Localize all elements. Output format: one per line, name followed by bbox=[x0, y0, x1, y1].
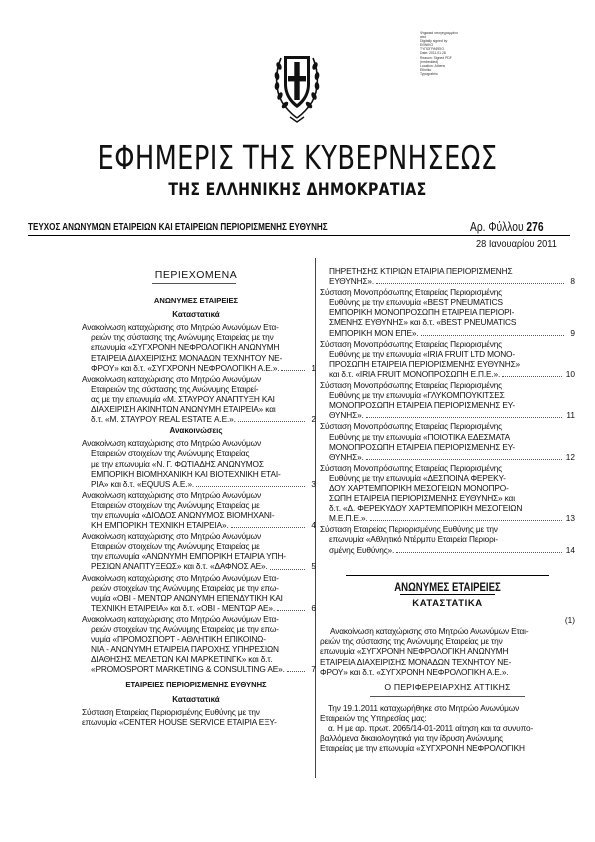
toc-entry-line bbox=[320, 524, 575, 534]
toc-leader-dots bbox=[376, 283, 564, 284]
notice-line bbox=[320, 636, 575, 646]
toc-entry-text: επωνυμία «ΣΥΓΧΡΟΝΗ ΝΕΦΡΟΛΟΓΙΚΗ ΑΝΩΝΥΜΗ bbox=[91, 342, 280, 353]
toc-entry-line bbox=[320, 503, 575, 513]
toc-entry-line bbox=[320, 380, 575, 390]
notice-line bbox=[320, 646, 575, 656]
toc-page-number: 12 bbox=[565, 451, 575, 462]
stamp-line: Date: 2011.01.28 bbox=[420, 51, 446, 56]
toc-entry-line bbox=[82, 634, 316, 644]
toc-entry-text: ρειών στοιχείων της Ανώνυμης Εταιρείας με την επω- bbox=[91, 624, 279, 634]
toc-entry-text: ΕΜΠΟΡΙΚΗ ΜΟΝ ΕΠΕ». bbox=[329, 327, 419, 338]
toc-entry-line bbox=[320, 369, 575, 379]
toc-entry-line bbox=[320, 483, 575, 493]
toc-entry-line bbox=[320, 432, 575, 442]
toc-entry-text: και δ.τ. «IRIA FRUIT ΜΟΝΟΠΡΟΣΩΠΗ Ε.Π.Ε.». bbox=[329, 368, 501, 379]
toc-entry-line bbox=[82, 322, 316, 332]
toc-entry-text: ΡΕΣΙΩΝ ΑΝΑΠΤΥΞΕΩΣ» και δ.τ. «ΔΑΦΝΟΣ ΑΕ». bbox=[91, 561, 268, 572]
toc-entry-line bbox=[82, 342, 316, 352]
toc-entry-line bbox=[320, 442, 575, 452]
toc-leader-dots bbox=[366, 459, 562, 460]
toc-entry bbox=[320, 421, 575, 461]
body-line-text: βαλλόμενα δικαιολογητικά για την ίδρυση Ανώνυμης bbox=[320, 733, 503, 744]
gazette-title: ΕΦΗΜΕΡΙΣ ΤΗΣ ΚΥΒΕΡΝΗΣΕΩΣ bbox=[97, 138, 498, 177]
toc-entry-text: ΕΜΠΟΡΙΚΗ ΒΙΟΜΗΧΑΝΙΚΗ ΚΑΙ ΒΙΟΤΕΧΝΙΚΗ ΕΤΑΙ- bbox=[91, 468, 281, 479]
body-line bbox=[320, 723, 575, 733]
toc-subheading: Ανακοινώσεις bbox=[169, 426, 223, 436]
toc-leader-dots bbox=[366, 417, 563, 418]
toc-entry-line bbox=[320, 545, 575, 555]
toc-entry-text: Μ.Ε.Π.Ε.». bbox=[329, 513, 368, 524]
toc-entry-line bbox=[320, 513, 575, 523]
toc-entry-line bbox=[320, 534, 575, 544]
toc-entry-line bbox=[320, 328, 575, 338]
toc-leader-dots bbox=[396, 552, 562, 553]
toc-entry-line bbox=[82, 551, 316, 561]
toc-entry-text: ΔΟΥ ΧΑΡΤΕΜΠΟΡΙΚΗ ΜΕΣΟΓΕΙΩΝ ΜΟΝΟΠΡΟ- bbox=[329, 482, 509, 493]
toc-entry-text: νυμία «OBI - ΜΕΝΤΩΡ ΑΝΩΝΥΜΗ ΕΠΕΝΔΥΤΙΚΗ ΚΑΙ bbox=[91, 592, 283, 603]
toc-entry-line bbox=[82, 448, 316, 458]
toc-entry-text: ΚΗ ΕΜΠΟΡΙΚΗ ΤΕΧΝΙΚΗ ΕΤΑΙΡΕΙΑ». bbox=[91, 520, 229, 531]
toc-entry-text: Ανακοίνωση καταχώρισης στο Μητρώο Ανωνύμων bbox=[82, 531, 261, 542]
toc-entry-line bbox=[82, 414, 316, 424]
body-line-text: α. Η με αρ. πρωτ. 2065/14-01-2011 αίτηση και τα συνυπο- bbox=[328, 723, 534, 734]
toc-entry bbox=[82, 531, 316, 571]
toc-entry-line bbox=[320, 276, 575, 286]
toc-page-number: 9 bbox=[570, 327, 575, 338]
toc-entry-text: την επωνυμία «ΔΙΟΔΟΣ ΑΝΩΝΥΜΟΣ ΒΙΟΜΗΧΑΝΙ- bbox=[91, 509, 275, 520]
body-line-text: Εταιρειών της Υπηρεσίας μας: bbox=[320, 712, 427, 723]
toc-entry-line bbox=[320, 452, 575, 462]
toc-page-number: 13 bbox=[565, 513, 575, 524]
toc-entry-text: ΦΡΟΥ» και δ.τ. «ΣΥΓΧΡΟΝΗ ΝΕΦΡΟΛΟΓΙΚΗ Α.Ε.». bbox=[91, 362, 280, 373]
toc-entry-line bbox=[82, 459, 316, 469]
toc-entry-text: Εταιρειών της σύστασης της Ανώνυμης Εταιρεί- bbox=[91, 383, 259, 394]
stamp-line: Reason: Signed PDF bbox=[420, 55, 452, 60]
toc-title: ΠΕΡΙΕΧΟΜΕΝΑ bbox=[154, 269, 238, 281]
toc-continuation bbox=[320, 266, 575, 555]
toc-page-number: 7 bbox=[311, 664, 316, 675]
toc-entry-text: ΘΥΝΗΣ». bbox=[329, 451, 364, 462]
region-rule bbox=[370, 696, 525, 697]
toc-page-number: 11 bbox=[566, 410, 575, 421]
toc-entry-line bbox=[320, 421, 575, 431]
toc-entry-line bbox=[82, 664, 316, 674]
toc-entry-text: Ανακοίνωση καταχώρισης στο Μητρώο Ανωνύμων Ετα- bbox=[82, 613, 279, 624]
toc-leader-dots bbox=[287, 671, 305, 672]
toc-entry-line bbox=[320, 297, 575, 307]
greek-coat-of-arms-emblem bbox=[272, 38, 322, 124]
toc-page-number: 10 bbox=[565, 368, 575, 379]
notice-line-text: επωνυμία «ΣΥΓΧΡΟΝΗ ΝΕΦΡΟΛΟΓΙΚΗ ΑΝΩΝΥΜΗ bbox=[320, 646, 509, 657]
toc-entry-line bbox=[82, 614, 316, 624]
toc-entry-line bbox=[82, 707, 316, 717]
toc-title-rule bbox=[152, 283, 236, 284]
body-line bbox=[320, 743, 575, 753]
toc-entry-line bbox=[82, 353, 316, 363]
body-line-text: Την 19.1.2011 καταχωρήθηκε στο Μητρώο Ανωνύμων bbox=[328, 702, 520, 713]
toc-entry-text: ΕΤΑΙΡΕΙΑ ΔΙΑΧΕΙΡΙΣΗΣ ΜΟΝΑΔΩΝ ΤΕΧΝΗΤΟΥ ΝΕ- bbox=[91, 352, 283, 363]
stamp-line: Location: Athens bbox=[420, 63, 446, 68]
toc-entry-line bbox=[320, 400, 575, 410]
toc-entry-line bbox=[82, 573, 316, 583]
toc-leader-dots bbox=[277, 610, 305, 611]
toc-subheading: Καταστατικά bbox=[172, 310, 220, 320]
stamp-line: ΤΥΠΟΓΡΑΦΕΙΟ bbox=[420, 47, 445, 52]
toc-entry-text: Σύσταση Εταιρείας Περιορισμένης Ευθύνης με την bbox=[82, 706, 260, 717]
section-rule-bottom bbox=[400, 594, 495, 595]
toc-entry-text: ας με την επωνυμία «Μ. ΣΤΑΥΡΟΥ ΑΝΑΠΤΥΞΗ ΚΑΙ bbox=[91, 393, 275, 404]
toc-leader-dots bbox=[196, 486, 305, 487]
toc-leader-dots bbox=[421, 335, 564, 336]
body-line bbox=[320, 733, 575, 743]
toc-entry-text: Ευθύνης με την επωνυμία «BEST PNEUMATICS bbox=[329, 297, 503, 308]
toc-entry-line bbox=[82, 603, 316, 613]
toc-entry-text: Ευθύνης με την επωνυμία «ΔΕΣΠΟΙΝΑ ΦΕΡΕΚΥ- bbox=[329, 472, 506, 483]
stamp-line: (embedded) bbox=[420, 59, 439, 64]
toc-entry bbox=[82, 374, 316, 424]
toc-section-heading: ΑΝΩΝΥΜΕΣ ΕΤΑΙΡΕΙΕΣ bbox=[153, 296, 239, 306]
toc-entry-line bbox=[82, 332, 316, 342]
issue-type: ΤΕΥΧΟΣ ΑΝΩΝΥΜΩΝ ΕΤΑΙΡΕΙΩΝ ΚΑΙ ΕΤΑΙΡΕΙΩΝ ΠΕΡΙΟΡΙΣΜΕΝΗΣ ΕΥΘΥΝΗΣ bbox=[28, 222, 328, 233]
toc-section-heading: ΕΤΑΙΡΕΙΕΣ ΠΕΡΙΟΡΙΣΜΕΝΗΣ ΕΥΘΥΝΗΣ bbox=[125, 680, 267, 690]
toc-entry-text: ΡΙΑ» και δ.τ. «EQUUS Α.Ε.». bbox=[91, 478, 195, 489]
issue-date: 28 Ιανουαρίου 2011 bbox=[476, 238, 557, 250]
toc-entry bbox=[320, 380, 575, 420]
toc-entry-line bbox=[320, 317, 575, 327]
stamp-line: από bbox=[420, 35, 427, 40]
toc-entry bbox=[320, 287, 575, 337]
toc-entry-text: ΜΟΝΟΠΡΟΣΩΠΗ ΕΤΑΙΡΕΙΑ ΠΕΡΙΟΡΙΣΜΕΝΗΣ ΕΥ- bbox=[329, 400, 516, 411]
toc-entry-text: ΣΜΕΝΗΣ ΕΥΘΥΝΗΣ» και δ.τ. «BEST PNEUMATICS bbox=[329, 317, 517, 328]
toc-entry-line bbox=[82, 654, 316, 664]
toc-entry-line bbox=[320, 473, 575, 483]
notice-line-text: ΦΡΟΥ» και δ.τ. «ΣΥΓΧΡΟΝΗ ΝΕΦΡΟΛΟΓΙΚΗ Α.Ε.». bbox=[320, 666, 509, 677]
toc-entry-line bbox=[82, 404, 316, 414]
stamp-line: Typografeio bbox=[420, 71, 438, 76]
toc-entry-line bbox=[320, 463, 575, 473]
toc-entry-line bbox=[82, 583, 316, 593]
toc-entry-text: Σύσταση Εταιρείας Περιορισμένης Ευθύνης με την bbox=[320, 524, 498, 535]
section-title: ΑΝΩΝΥΜΕΣ ΕΤΑΙΡΕΙΕΣ bbox=[394, 580, 501, 595]
toc-entry-text: ΜΟΝΟΠΡΟΣΩΠΗ ΕΤΑΙΡΕΙΑ ΠΕΡΙΟΡΙΣΜΕΝΗΣ ΕΥ- bbox=[329, 441, 516, 452]
toc-subheading: Καταστατικά bbox=[172, 694, 220, 704]
toc-entry bbox=[82, 322, 316, 372]
toc-entry bbox=[82, 707, 316, 727]
region-heading: Ο ΠΕΡΙΦΕΡΕΙΑΡΧΗΣ ΑΤΤΙΚΗΣ bbox=[384, 681, 511, 692]
toc-entry-line bbox=[320, 493, 575, 503]
toc-entry-line bbox=[82, 384, 316, 394]
toc-entry-line bbox=[82, 469, 316, 479]
toc-entry-line bbox=[82, 561, 316, 571]
toc-entry bbox=[82, 614, 316, 675]
toc-entry-line bbox=[82, 520, 316, 530]
toc-entry-text: Ευθύνης με την επωνυμία «IRIA FRUIT LTD ΜΟΝΟ- bbox=[329, 348, 515, 359]
toc-entry-line bbox=[82, 644, 316, 654]
toc-entry-text: ΠΡΟΣΩΠΗ ΕΤΑΙΡΕΙΑ ΠΕΡΙΟΡΙΣΜΕΝΗΣ ΕΥΘΥΝΗΣ» bbox=[329, 358, 521, 369]
toc-leader-dots bbox=[281, 370, 305, 371]
toc-entry bbox=[82, 490, 316, 530]
toc-page-number: 14 bbox=[565, 544, 575, 555]
notice-line-text: Ανακοίνωση καταχώρισης στο Μητρώο Ανωνύμων Εται- bbox=[330, 626, 529, 637]
toc-entry-text: ΝΙΑ - ΑΝΩΝΥΜΗ ΕΤΑΙΡΕΙΑ ΠΑΡΟΧΗΣ ΥΠΗΡΕΣΙΩΝ bbox=[91, 644, 279, 655]
toc-entry-text: ΣΩΠΗ ΕΤΑΙΡΕΙΑ ΠΕΡΙΟΡΙΣΜΕΝΗΣ ΕΥΘΥΝΗΣ» και bbox=[329, 493, 515, 504]
notice-line-text: ρειών της σύστασης της Ανώνυμης Εταιρείας με την bbox=[320, 636, 503, 647]
digital-signature-stamp bbox=[420, 31, 486, 76]
toc-entry-line bbox=[320, 287, 575, 297]
body-paragraph bbox=[320, 703, 575, 753]
stamp-line: Digitally signed by bbox=[420, 39, 448, 44]
toc-entry-text: Εταιρειών στοιχείων της Ανώνυμης Εταιρείας με bbox=[91, 499, 260, 510]
toc-page-number: 1 bbox=[311, 362, 316, 373]
toc-entry-line bbox=[82, 374, 316, 384]
toc-entry-text: Ανακοίνωση καταχώρισης στο Μητρώο Ανωνύμων bbox=[82, 438, 261, 449]
toc-entry-line bbox=[82, 394, 316, 404]
stamp-line: ΕΘΝΙΚΟ bbox=[420, 43, 434, 48]
toc-page-number: 6 bbox=[311, 602, 316, 613]
stamp-line: Ψηφιακά υπογεγραμμένο bbox=[420, 31, 459, 35]
toc-entry bbox=[320, 524, 575, 554]
toc-column-left bbox=[82, 270, 316, 728]
toc-entry-text: σμένης Ευθύνης». bbox=[329, 544, 395, 555]
toc-entry-text: Σύσταση Μονοπρόσωπης Εταιρείας Περιορισμένης bbox=[320, 338, 503, 349]
toc-entry-text: με την επωνυμία «Ν. Γ. ΦΩΤΙΑΔΗΣ ΑΝΩΝΥΜΟΣ bbox=[91, 458, 264, 469]
sheet-number bbox=[470, 220, 544, 234]
toc-entry-line bbox=[320, 339, 575, 349]
toc-entry-line bbox=[82, 624, 316, 634]
section-rule-top bbox=[346, 575, 549, 576]
body-line bbox=[320, 713, 575, 723]
notice-line-text: ΕΤΑΙΡΕΙΑ ΔΙΑΧΕΙΡΙΣΗΣ ΜΟΝΑΔΩΝ ΤΕΧΝΗΤΟΥ ΝΕ- bbox=[320, 656, 512, 667]
toc-entry-text: ΔΙΑΧΕΙΡΙΣΗ ΑΚΙΝΗΤΩΝ ΑΝΩΝΥΜΗ ΕΤΑΙΡΕΙΑ» και bbox=[91, 404, 276, 415]
toc-page-number: 8 bbox=[570, 276, 575, 287]
toc-entry-text: Εταιρειών στοιχείων της Ανώνυμης Εταιρείας με bbox=[91, 541, 260, 552]
toc-entry-text: ΤΕΧΝΙΚΗ ΕΤΑΙΡΕΙΑ» και δ.τ. «OBI - ΜΕΝΤΩΡ ΑΕ». bbox=[91, 602, 276, 613]
notice-paragraph bbox=[320, 626, 575, 676]
toc-entry-text: επωνυμία «CENTER HOUSE SERVICE ΕΤΑΙΡΙΑ ΕΞΥ- bbox=[82, 716, 277, 727]
toc-entry-text: την επωνυμία «ΑΝΩΝΥΜΗ ΕΜΠΟΡΙΚΗ ΕΤΑΙΡΙΑ ΥΠΗ- bbox=[91, 551, 286, 562]
toc-entry-line bbox=[82, 490, 316, 500]
toc-entry-text: Ανακοίνωση καταχώρισης στο Μητρώο Ανωνύμων Ετα- bbox=[82, 322, 279, 333]
toc-entry-text: ΔΙΑΘΗΣΗΣ ΜΕΛΕΤΩΝ ΚΑΙ ΜΑΡΚΕΤΙΝΓΚ» και δ.τ. bbox=[91, 654, 273, 665]
toc-entry-text: ΘΥΝΗΣ». bbox=[329, 410, 364, 421]
toc-entry-line bbox=[320, 349, 575, 359]
toc-entry-line bbox=[82, 717, 316, 727]
toc-entry-text: ΕΜΠΟΡΙΚΗ ΜΟΝΟΠΡΟΣΩΠΗ ΕΤΑΙΡΕΙΑ ΠΕΡΙΟΡΙ- bbox=[329, 307, 515, 318]
sheet-label: Αρ. Φύλλου bbox=[470, 220, 524, 234]
toc-entry-text: Σύσταση Μονοπρόσωπης Εταιρείας Περιορισμένης bbox=[320, 421, 503, 432]
body-line-text: Εταιρείας με την επωνυμία «ΣΥΓΧΡΟΝΗ ΝΕΦΡΟΛΟΓΙΚΗ bbox=[320, 743, 525, 754]
toc-entry-line bbox=[82, 593, 316, 603]
toc-entry-line bbox=[320, 359, 575, 369]
toc-leader-dots bbox=[231, 527, 305, 528]
toc-page-number: 3 bbox=[311, 478, 316, 489]
toc-entry-line bbox=[320, 307, 575, 317]
toc-page-number: 4 bbox=[311, 520, 316, 531]
header-divider bbox=[28, 235, 570, 236]
notice-number: (1) bbox=[564, 615, 575, 626]
toc-entry-line bbox=[82, 479, 316, 489]
notice-line bbox=[320, 667, 575, 677]
right-column bbox=[320, 266, 575, 753]
toc-entry-text: «PROMOSPORT MARKETING & CONSULTING AE». bbox=[91, 664, 285, 675]
toc-entry-text: Ευθύνης με την επωνυμία «ΠΟΙΟΤΙΚΑ ΕΔΕΣΜΑΤΑ bbox=[329, 431, 510, 442]
toc-entry bbox=[320, 266, 575, 286]
notice-line bbox=[320, 626, 575, 636]
toc-entry-text: Ανακοίνωση καταχώρισης στο Μητρώο Ανωνύμων bbox=[82, 489, 261, 500]
toc-entry-text: Ευθύνης με την επωνυμία «ΓΛΥΚΟΜΠΟΥΚΙΤΣΕΣ bbox=[329, 390, 505, 401]
toc-entry-text: Σύσταση Μονοπρόσωπης Εταιρείας Περιορισμένης bbox=[320, 380, 503, 391]
body-line bbox=[320, 703, 575, 713]
toc-entry-text: επωνυμία «Αθλητικό Ντέρμπυ Εταιρεία Περιορι- bbox=[329, 534, 498, 545]
subsection-title: ΚΑΤΑΣΤΑΤΙΚΑ bbox=[412, 598, 483, 610]
toc-entry-line bbox=[82, 438, 316, 448]
toc-entry-text: Ανακοίνωση καταχώρισης στο Μητρώο Ανωνύμων bbox=[82, 373, 261, 384]
toc-entry-text: Σύσταση Μονοπρόσωπης Εταιρείας Περιορισμένης bbox=[320, 287, 503, 298]
toc-entry-text: νυμία «ΠΡΟΜΟΣΠΟΡΤ - ΑΘΛΗΤΙΚΗ ΕΠΙΚΟΙΝΩ- bbox=[91, 634, 266, 645]
toc-leader-dots bbox=[502, 376, 562, 377]
notice-line bbox=[320, 657, 575, 667]
gazette-subtitle: ΤΗΣ ΕΛΛΗΝΙΚΗΣ ΔΗΜΟΚΡΑΤΙΑΣ bbox=[168, 180, 427, 200]
toc-entry bbox=[320, 463, 575, 524]
toc-page-number: 2 bbox=[311, 414, 316, 425]
toc-entry-text: ρειών στοιχείων της Ανώνυμης Εταιρείας με την επω- bbox=[91, 582, 279, 593]
toc-entry-line bbox=[82, 363, 316, 373]
toc-entry-text: ρειών της σύστασης της Ανώνυμης Εταιρείας με την bbox=[91, 332, 274, 343]
toc-entry-line bbox=[320, 390, 575, 400]
stamp-line: Ethniko bbox=[420, 67, 432, 72]
sheet-number-value: 276 bbox=[526, 220, 544, 234]
toc-entry-text: ΕΥΘΥΝΗΣ». bbox=[329, 276, 375, 287]
toc-entry-text: δ.τ. «Δ. ΦΕΡΕΚΥΔΟΥ ΧΑΡΤΕΜΠΟΡΙΚΗ ΜΕΣΟΓΕΙΩΝ bbox=[329, 503, 523, 514]
toc-entry-line bbox=[82, 500, 316, 510]
toc-entry bbox=[320, 339, 575, 379]
toc-entry-line bbox=[320, 266, 575, 276]
toc-leader-dots bbox=[238, 421, 305, 422]
toc-entry bbox=[82, 438, 316, 488]
toc-page-number: 5 bbox=[311, 561, 316, 572]
toc-leader-dots bbox=[370, 520, 562, 521]
toc-entry-text: Σύσταση Μονοπρόσωπης Εταιρείας Περιορισμένης bbox=[320, 462, 503, 473]
toc-entry-line bbox=[82, 531, 316, 541]
toc-entry-text: Εταιρειών στοιχείων της Ανώνυμης Εταιρείας bbox=[91, 448, 250, 459]
toc-entry-text: δ.τ. «Μ. ΣΤΑΥΡΟΥ REAL ESTATE Α.Ε.». bbox=[91, 414, 236, 425]
toc-entry-text: ΠΗΡΕΤΗΣΗΣ ΚΤΙΡΙΩΝ ΕΤΑΙΡΙΑ ΠΕΡΙΟΡΙΣΜΕΝΗΣ bbox=[329, 266, 513, 276]
toc-entry bbox=[82, 573, 316, 613]
toc-leader-dots bbox=[270, 569, 305, 570]
toc-entry-text: Ανακοίνωση καταχώρισης στο Μητρώο Ανωνύμων Ετα- bbox=[82, 572, 279, 583]
toc-entry-line bbox=[82, 510, 316, 520]
toc-entry-line bbox=[82, 541, 316, 551]
toc-entry-line bbox=[320, 410, 575, 420]
